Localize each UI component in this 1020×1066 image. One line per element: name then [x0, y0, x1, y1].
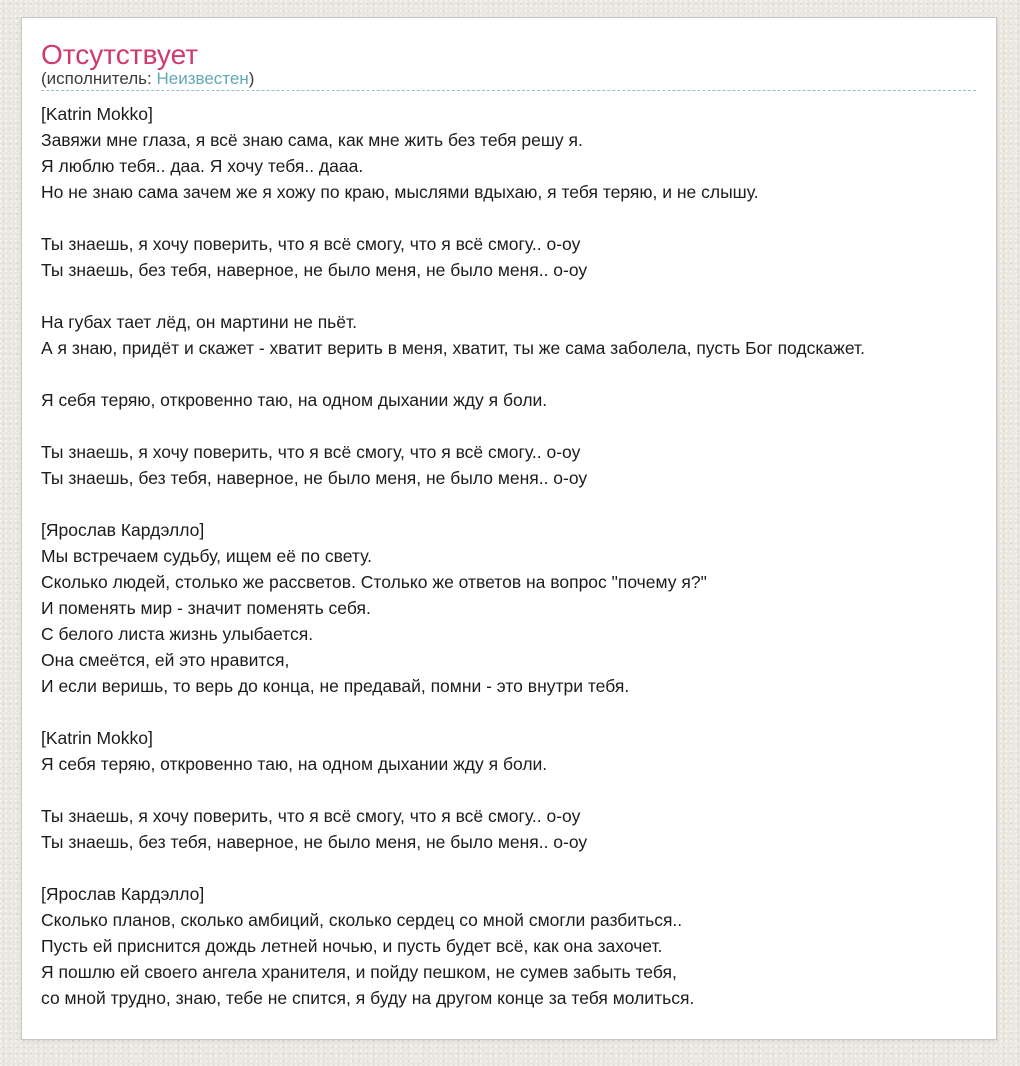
- lyric-line: [41, 361, 996, 387]
- artist-label: (исполнитель:: [41, 69, 157, 88]
- lyric-line: Ты знаешь, я хочу поверить, что я всё смогу, что я всё смогу.. о-оу: [41, 442, 581, 462]
- lyric-line: Я себя теряю, откровенно таю, на одном дыхании жду я боли.: [41, 754, 548, 774]
- lyric-line: И поменять мир - значит поменять себя.: [41, 598, 371, 618]
- lyric-line: [41, 491, 996, 517]
- lyric-line: Она смеётся, ей это нравится,: [41, 650, 290, 670]
- artist-link[interactable]: Неизвестен: [156, 69, 249, 88]
- page-background: [0, 17, 1020, 1066]
- lyric-line: Сколько людей, столько же рассветов. Столько же ответов на вопрос "почему я?": [41, 572, 707, 592]
- lyric-line: [Ярослав Кардэлло]: [41, 884, 205, 904]
- lyric-line: С белого листа жизнь улыбается.: [41, 624, 314, 644]
- page-title: Отсутствует: [41, 39, 199, 70]
- lyric-line: [41, 777, 996, 803]
- lyric-line: Я себя теряю, откровенно таю, на одном дыхании жду я боли.: [41, 390, 548, 410]
- lyric-line: На губах тает лёд, он мартини не пьёт.: [41, 312, 357, 332]
- lyric-line: Завяжи мне глаза, я всё знаю сама, как мне жить без тебя решу я.: [41, 130, 583, 150]
- lyric-line: со мной трудно, знаю, тебе не спится, я буду на другом конце за тебя молиться.: [41, 988, 695, 1008]
- song-header: [41, 40, 976, 91]
- lyric-line: [41, 855, 996, 881]
- lyric-line: Ты знаешь, без тебя, наверное, не было меня, не было меня.. о-оу: [41, 832, 588, 852]
- lyric-line: [Katrin Mokko]: [41, 104, 153, 124]
- artist-label-close: ): [248, 69, 255, 88]
- lyric-line: Я люблю тебя.. даа. Я хочу тебя.. дааа.: [41, 156, 364, 176]
- lyric-line: Ты знаешь, без тебя, наверное, не было меня, не было меня.. о-оу: [41, 260, 588, 280]
- lyric-line: Но не знаю сама зачем же я хожу по краю, мыслями вдыхаю, я тебя теряю, и не слышу.: [41, 182, 759, 202]
- lyrics: [41, 101, 996, 1011]
- lyric-line: Ты знаешь, я хочу поверить, что я всё смогу, что я всё смогу.. о-оу: [41, 234, 581, 254]
- artist-line: [41, 70, 976, 88]
- lyric-line: И если веришь, то верь до конца, не предавай, помни - это внутри тебя.: [41, 676, 630, 696]
- lyric-line: А я знаю, придёт и скажет - хватит верить в меня, хватит, ты же сама заболела, пусть Бог подскажет.: [41, 338, 865, 358]
- lyric-line: Ты знаешь, я хочу поверить, что я всё смогу, что я всё смогу.. о-оу: [41, 806, 581, 826]
- lyric-line: Сколько планов, сколько амбиций, сколько сердец со мной смогли разбиться..: [41, 910, 683, 930]
- lyric-line: Мы встречаем судьбу, ищем её по свету.: [41, 546, 372, 566]
- lyric-line: [41, 699, 996, 725]
- lyric-line: [Katrin Mokko]: [41, 728, 153, 748]
- lyric-line: [41, 283, 996, 309]
- lyrics-card: [21, 17, 997, 1040]
- lyric-line: [Ярослав Кардэлло]: [41, 520, 205, 540]
- lyric-line: [41, 413, 996, 439]
- lyric-line: Ты знаешь, без тебя, наверное, не было меня, не было меня.. о-оу: [41, 468, 588, 488]
- lyric-line: Я пошлю ей своего ангела хранителя, и пойду пешком, не сумев забыть тебя,: [41, 962, 677, 982]
- lyric-line: [41, 205, 996, 231]
- lyric-line: Пусть ей приснится дождь летней ночью, и пусть будет всё, как она захочет.: [41, 936, 663, 956]
